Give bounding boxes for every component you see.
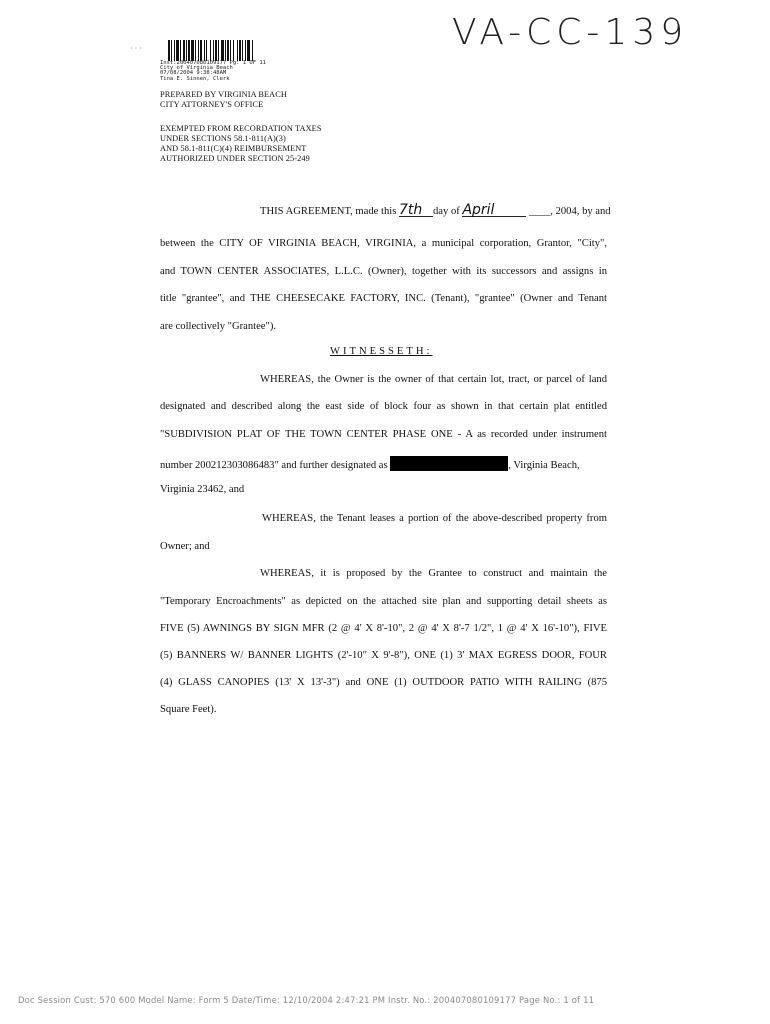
whereas-clause-2-line: Owner; and — [160, 541, 210, 552]
whereas-clause-3-line: "Temporary Encroachments" as depicted on the attached site plan and supporting detail sheets as — [160, 596, 607, 607]
barcode-bar — [191, 40, 194, 61]
barcode — [168, 40, 292, 61]
scan-marks: · · · — [130, 44, 142, 53]
agreement-line: between the CITY OF VIRGINIA BEACH, VIRGINIA, a municipal corporation, Grantor, "City", — [160, 238, 607, 249]
barcode-bar — [225, 40, 226, 61]
barcode-bar — [186, 40, 187, 61]
barcode-bar — [227, 40, 229, 61]
barcode-bar — [233, 40, 234, 61]
whereas-1-line4-pre: number 200212303086483" and further designated as — [160, 460, 388, 471]
stamp-city: City of Virginia Beach — [160, 65, 233, 72]
handwritten-day: 7th — [399, 204, 433, 217]
barcode-bar — [247, 40, 250, 61]
barcode-bar — [210, 40, 211, 61]
barcode-bar — [195, 40, 196, 61]
barcode-bar — [176, 40, 179, 61]
prepared-by-line: PREPARED BY VIRGINIA BEACH — [160, 90, 287, 99]
whereas-clause-1-line: "SUBDIVISION PLAT OF THE TOWN CENTER PHASE ONE - A as recorded under instrument — [160, 429, 607, 440]
whereas-clause-1-line: Virginia 23462, and — [160, 484, 245, 495]
barcode-bar — [218, 40, 219, 61]
agreement-line: title "grantee", and THE CHEESECAKE FACTORY, INC. (Tenant), "grantee" (Owner and Tenant — [160, 293, 607, 304]
recording-stamp — [160, 61, 266, 82]
barcode-bar — [237, 40, 238, 61]
barcode-bar — [245, 40, 246, 61]
whereas-clause-1-line: WHEREAS, the Owner is the owner of that certain lot, tract, or parcel of land — [260, 374, 607, 385]
barcode-bar — [183, 40, 185, 61]
barcode-bar — [221, 40, 224, 61]
exemption-line: AND 58.1-811(C)(4) REIMBURSEMENT — [160, 144, 307, 153]
handwritten-month: April — [462, 204, 526, 217]
barcode-bar — [213, 40, 214, 61]
whereas-1-line4-post: , Virginia Beach, — [508, 460, 580, 471]
agreement-intro — [260, 204, 611, 217]
stamp-clerk: Tina E. Sinnen, Clerk — [160, 75, 230, 82]
barcode-bar — [206, 40, 207, 61]
exemption-line: UNDER SECTIONS 58.1-811(A)(3) — [160, 134, 286, 143]
whereas-clause-3-line: WHEREAS, it is proposed by the Grantee to construct and maintain the — [260, 568, 607, 579]
agreement-line: are collectively "Grantee"). — [160, 321, 276, 332]
exemption-line: EXEMPTED FROM RECORDATION TAXES — [160, 124, 322, 133]
barcode-bar — [252, 40, 253, 61]
barcode-bar — [204, 40, 205, 61]
whereas-clause-3-line: FIVE (5) AWNINGS BY SIGN MFR (2 @ 4' X 8'-10", 2 @ 4' X 8'-7 1/2", 1 @ 4' X 16'-10"), FIVE — [160, 623, 607, 634]
agreement-intro-pre: THIS AGREEMENT, made this — [260, 206, 397, 217]
barcode-bar — [239, 40, 241, 61]
stamp-datetime: 07/08/2004 9:38:48AM — [160, 70, 227, 77]
barcode-bar — [200, 40, 202, 61]
barcode-bar — [180, 40, 181, 61]
whereas-clause-3-line: Square Feet). — [160, 704, 217, 715]
whereas-clause-2-line: WHEREAS, the Tenant leases a portion of the above-described property from — [262, 513, 607, 524]
barcode-bar — [230, 40, 231, 61]
document-footer: Doc Session Cust: 570 600 Model Name: Form 5 Date/Time: 12/10/2004 2:47:21 PM Instr. No.: 200407080109177 Page No.: 1 of 11 — [18, 995, 595, 1005]
barcode-bar — [188, 40, 190, 61]
prepared-by-block — [160, 90, 287, 110]
whereas-clause-3-line: (5) BANNERS W/ BANNER LIGHTS (2'-10" X 9'-8"), ONE (1) 3' MAX EGRESS DOOR, FOUR — [160, 650, 607, 661]
stamp-instrument: Inst:200407080109177 Pg: 1 OF 11 — [160, 60, 266, 66]
agreement-line: and TOWN CENTER ASSOCIATES, L.L.C. (Owner), together with its successors and assigns in — [160, 266, 607, 277]
redaction-block — [390, 456, 508, 471]
whereas-clause-1-line: designated and described along the east side of block four as shown in that certain plat entitled — [160, 401, 607, 412]
barcode-bar — [174, 40, 175, 61]
barcode-bar — [168, 40, 170, 61]
exemption-line: AUTHORIZED UNDER SECTION 25-249 — [160, 154, 310, 163]
whereas-clause-3-line: (4) GLASS CANOPIES (13' X 13'-3") and ONE (1) OUTDOOR PATIO WITH RAILING (875 — [160, 677, 607, 688]
handwritten-document-id: VA-CC-139 — [452, 12, 689, 53]
prepared-by-line: CITY ATTORNEY'S OFFICE — [160, 100, 264, 109]
witnesseth-heading: WITNESSETH: — [330, 346, 433, 357]
whereas-clause-1-line — [160, 456, 580, 471]
barcode-bar — [215, 40, 217, 61]
barcode-bar — [242, 40, 243, 61]
barcode-bar — [171, 40, 172, 61]
exemption-block — [160, 124, 322, 164]
agreement-intro-mid: day of — [433, 206, 460, 217]
agreement-intro-post: ____, 2004, by and — [529, 206, 611, 217]
barcode-bar — [198, 40, 199, 61]
